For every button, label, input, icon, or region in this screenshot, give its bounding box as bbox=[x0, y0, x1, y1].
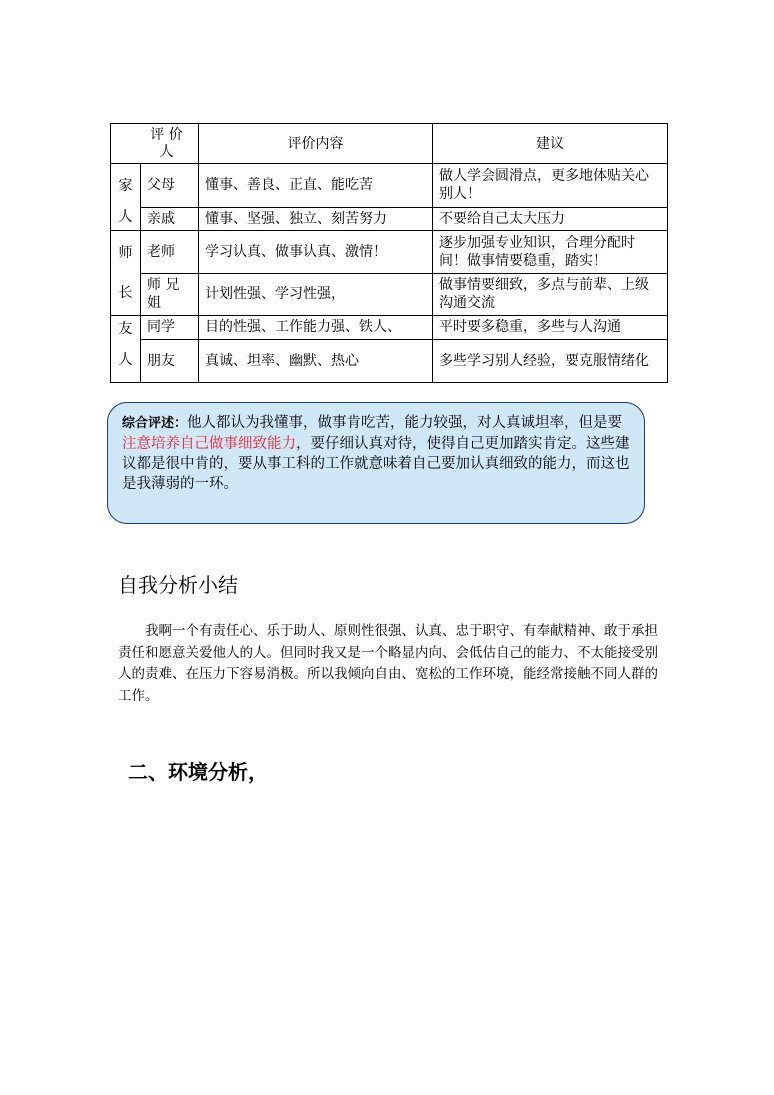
advice-cell: 平时要多稳重，多些与人沟通 bbox=[433, 316, 668, 340]
content-cell: 计划性强、学习性强， bbox=[199, 273, 433, 316]
evaluator-cell: 同学 bbox=[141, 316, 199, 340]
content-cell: 懂事、善良、正直、能吃苦 bbox=[199, 164, 433, 208]
table-row bbox=[111, 273, 668, 316]
table-header-row bbox=[111, 124, 668, 164]
advice-cell: 做事情要细致，多点与前辈、上级沟通交流 bbox=[433, 273, 668, 316]
evaluator-cell: 师 兄 姐 bbox=[141, 273, 199, 316]
evaluator-cell: 父母 bbox=[141, 164, 199, 208]
advice-cell: 做人学会圆滑点，更多地体贴关心别人！ bbox=[433, 164, 668, 208]
section-title-environment: 二、环境分析， bbox=[128, 760, 268, 784]
table-row bbox=[111, 164, 668, 208]
group-label-elders: 师 长 bbox=[111, 231, 141, 316]
group-label-family: 家 人 bbox=[111, 164, 141, 231]
table-row bbox=[111, 207, 668, 230]
evaluator-cell: 亲戚 bbox=[141, 207, 199, 230]
summary-text-after: ，要仔细认真对待，使得自己更加踏实肯定。这些建议都是很中肯的，要从事工科的工作就意味着自己要加认真细致的能力，而这也是我薄弱的一环。 bbox=[122, 436, 630, 492]
content-cell: 真诚、坦率、幽默、热心 bbox=[199, 339, 433, 382]
summary-text-before: 他人都认为我懂事，做事肯吃苦，能力较强，对人真诚坦率，但是要 bbox=[187, 415, 623, 431]
summary-callout bbox=[107, 402, 645, 524]
evaluator-cell: 老师 bbox=[141, 231, 199, 274]
table-row bbox=[111, 231, 668, 274]
content-cell: 学习认真、做事认真、激情！ bbox=[199, 231, 433, 274]
advice-cell: 多些学习别人经验，要克服情绪化 bbox=[433, 339, 668, 382]
summary-label: 综合评述： bbox=[122, 416, 188, 431]
advice-cell: 逐步加强专业知识，合理分配时间！做事情要稳重，踏实！ bbox=[433, 231, 668, 274]
advice-cell: 不要给自己太大压力 bbox=[433, 207, 668, 230]
header-evaluator: 评 价 人 bbox=[111, 124, 199, 164]
group-label-friends: 友 人 bbox=[111, 316, 141, 383]
evaluation-table bbox=[110, 123, 668, 383]
table-row bbox=[111, 316, 668, 340]
header-advice: 建议 bbox=[433, 124, 668, 164]
content-cell: 目的性强、工作能力强、铁人、 bbox=[199, 316, 433, 340]
content-cell: 懂事、坚强、独立、刻苦努力 bbox=[199, 207, 433, 230]
section-title-self-analysis: 自我分析小结 bbox=[118, 573, 238, 597]
self-analysis-paragraph: 我啊一个有责任心、乐于助人、原则性很强、认真、忠于职守、有奉献精神、敢于承担责任和愿意关爱他人的人。但同时我又是一个略显内向、会低估自己的能力、不太能接受别人的责难、在压力下容易消极。所以我倾向自由、宽松的工作环境，能经常接触不同人群的工作。 bbox=[118, 623, 658, 704]
table-row bbox=[111, 339, 668, 382]
evaluator-cell: 朋友 bbox=[141, 339, 199, 382]
summary-highlight: 注意培养自己做事细致能力 bbox=[122, 436, 296, 452]
header-content: 评价内容 bbox=[199, 124, 433, 164]
